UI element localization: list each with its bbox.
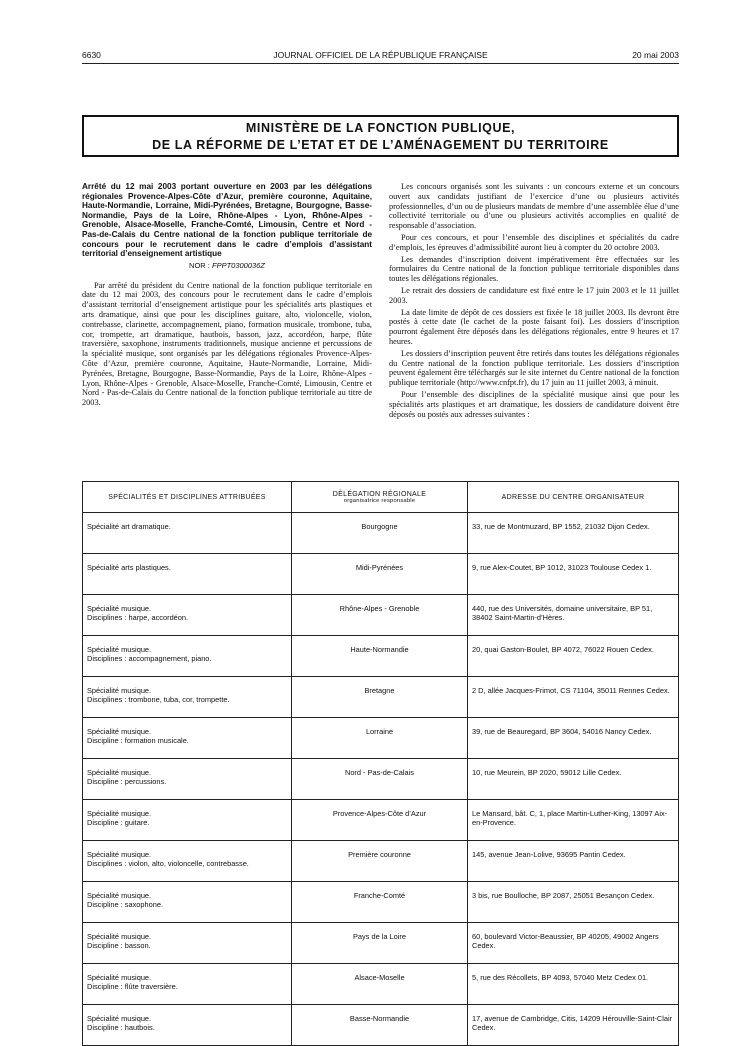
ministry-title-line1: MINISTÈRE DE LA FONCTION PUBLIQUE, [245,121,516,135]
paragraph: La date limite de dépôt de ces dossiers est fixée le 18 juillet 2003. Ils devront être postés à cette date (le cachet de la poste faisant foi). Les dossiers d’inscription pourront également être déposés dans les délégations régionales, entre 9 heures et 17 heures. [389,307,679,346]
cell-adresse: 60, boulevard Victor-Beaussier, BP 40205, 49002 Angers Cedex. [468,923,679,964]
table-row [83,841,679,882]
paragraph: Le retrait des dossiers de candidature est fixé entre le 17 juin 2003 et le 11 juillet 2003. [389,285,679,305]
cell-adresse: 440, rue des Universités, domaine universitaire, BP 51, 38402 Saint-Martin-d’Hères. [468,595,679,636]
table-row [83,800,679,841]
paragraph: Pour ces concours, et pour l’ensemble des disciplines et spécialités du cadre d’emplois, les épreuves d’admissibilité auront lieu à compter du 20 octobre 2003. [389,232,679,252]
cell-adresse: 9, rue Alex-Coutet, BP 1012, 31023 Toulouse Cedex 1. [468,554,679,595]
cell-adresse: 33, rue de Montmuzard, BP 1552, 21032 Dijon Cedex. [468,513,679,554]
cell-specialite [83,923,292,964]
col-header-adresse: ADRESSE DU CENTRE ORGANISATEUR [468,482,679,513]
paragraph: Pour l’ensemble des disciplines de la spécialité musique ainsi que pour les spécialités arts plastiques et art dramatique, les dossiers de candidature doivent être déposés ou postés aux adresses suivantes : [389,389,679,419]
header-divider [82,63,679,64]
specialite-text: Spécialité musique. [87,932,152,941]
table-row [83,554,679,595]
col-header-specialites: SPÉCIALITÉS ET DISCIPLINES ATTRIBUÉES [83,482,292,513]
right-column [389,182,679,421]
table-row [83,677,679,718]
specialite-text: Spécialité musique. [87,850,152,859]
cell-delegation: Nord - Pas-de-Calais [292,759,468,800]
discipline-text: Disciplines : trombone, tuba, cor, trompette. [87,695,230,705]
specialite-text: Spécialité musique. [87,727,152,736]
table-row [83,964,679,1005]
cell-adresse: 5, rue des Récollets, BP 4093, 57040 Metz Cedex 01. [468,964,679,1005]
discipline-text: Discipline : guitare. [87,818,150,828]
ministry-box [82,115,679,157]
cell-delegation: Alsace-Moselle [292,964,468,1005]
cell-specialite [83,554,292,595]
paragraph: Les demandes d’inscription doivent impérativement être effectuées sur les formulaires du Centre national de la fonction publique territoriale disponibles dans toutes les délégations régionales. [389,254,679,284]
cell-specialite [83,882,292,923]
issue-date: 20 mai 2003 [632,50,679,60]
table-row [83,882,679,923]
table-row [83,595,679,636]
specialite-text: Spécialité musique. [87,645,152,654]
cell-delegation: Pays de la Loire [292,923,468,964]
paragraph: Les dossiers d’inscription peuvent être retirés dans toutes les délégations régionales du Centre national de la fonction publique territoriale. Les dossiers d’inscription peuvent également être téléchargés sur le site internet du Centre national de la fonction publique territoriale (http://www.cnfpt.fr), du 17 juin au 11 juillet 2003, à minuit. [389,348,679,388]
cell-specialite [83,1005,292,1046]
table-row [83,759,679,800]
discipline-text: Discipline : formation musicale. [87,736,189,746]
cell-adresse: 2 D, allée Jacques-Frimot, CS 71104, 35011 Rennes Cedex. [468,677,679,718]
cell-adresse: 17, avenue de Cambridge, Citis, 14209 Hérouville-Saint-Clair Cedex. [468,1005,679,1046]
page-number: 6630 [82,50,101,60]
col-header-delegation-sub: organisatrice responsable [343,497,416,504]
cell-specialite [83,800,292,841]
journal-title: JOURNAL OFFICIEL DE LA RÉPUBLIQUE FRANÇAISE [273,50,488,60]
table-row [83,513,679,554]
ministry-title-line2: DE LA RÉFORME DE L’ETAT ET DE L’AMÉNAGEMENT DU TERRITOIRE [152,138,609,152]
table-row [83,1005,679,1046]
cell-specialite [83,513,292,554]
discipline-text: Disciplines : accompagnement, piano. [87,654,212,664]
cell-delegation: Franche-Comté [292,882,468,923]
nor-label: NOR : [189,260,210,270]
cell-specialite [83,718,292,759]
cell-specialite [83,636,292,677]
table-row [83,636,679,677]
cell-specialite [83,964,292,1005]
arrete-body-paragraph: Par arrêté du président du Centre national de la fonction publique territoriale en date du 12 mai 2003, des concours pour le recrutement dans le cadre d’emplois d’assistant territorial d’enseignement artistique pour les spécialités arts plastiques et arts dramatique, ainsi que pour les disciplines guitare, alto, violoncelle, violon, contrebasse, clarinette, accompagnement, piano, formation musicale, trombone, tuba, cor, trompette, art dramatique, hautbois, basson, jazz, accordéon, harpe, flûte traversière, saxophone, instruments traditionnels, musique ancienne et percussions de la spécialité musique, sont organisés par les délégations régionales Provence-Alpes-Côte d’Azur, première couronne, Aquitaine, Haute-Normandie, Lorraine, Midi-Pyrénées, Bretagne, Bourgogne, Basse-Normandie, Pays de la Loire, Rhône-Alpes - Lyon, Rhône-Alpes - Grenoble, Alsace-Moselle, Franche-Comté, Limousin, Centre et Nord - Pas-de-Calais du Centre national de la fonction publique territoriale au titre de 2003. [82,280,372,408]
cell-delegation: Bourgogne [292,513,468,554]
page-header [82,50,679,64]
paragraph: Les concours organisés sont les suivants : un concours externe et un concours ouvert aux candidats justifiant de l’exercice d’une ou plusieurs activités professionnelles, d’un ou de plusieurs mandats de membre d’une assemblée élue d’une collectivité territoriale ou d’une ou plusieurs activités accomplies en qualité de responsable d’association. [389,182,679,231]
discipline-text: Discipline : basson. [87,941,151,951]
cell-delegation: Rhône-Alpes - Grenoble [292,595,468,636]
cell-specialite [83,841,292,882]
specialite-text: Spécialité musique. [87,768,152,777]
specialite-text: Spécialité musique. [87,686,152,695]
cell-adresse: 39, rue de Beauregard, BP 3604, 54016 Nancy Cedex. [468,718,679,759]
cell-delegation: Première couronne [292,841,468,882]
discipline-text: Discipline : flûte traversière. [87,982,178,992]
cell-adresse: Le Mansard, bât. C, 1, place Martin-Luther-King, 13097 Aix-en-Provence. [468,800,679,841]
discipline-text: Disciplines : violon, alto, violoncelle, contrebasse. [87,859,249,869]
specialite-text: Spécialité musique. [87,891,152,900]
col-header-delegation-main: DÉLÉGATION RÉGIONALE [332,490,427,498]
table-row [83,923,679,964]
col-header-delegation [292,482,468,513]
cell-adresse: 10, rue Meurein, BP 2020, 59012 Lille Cedex. [468,759,679,800]
table-header-row [83,482,679,513]
cell-specialite [83,759,292,800]
specialite-text: Spécialité musique. [87,1014,152,1023]
cell-adresse: 145, avenue Jean-Lolive, 93695 Pantin Cedex. [468,841,679,882]
cell-delegation: Midi-Pyrénées [292,554,468,595]
cell-delegation: Lorraine [292,718,468,759]
specialite-text: Spécialité musique. [87,973,152,982]
cell-specialite [83,677,292,718]
specialite-text: Spécialité musique. [87,604,152,613]
specialite-text: Spécialité musique. [87,809,152,818]
delegations-table [82,481,679,1046]
cell-adresse: 20, quai Gaston-Boulet, BP 4072, 76022 Rouen Cedex. [468,636,679,677]
left-column [82,182,372,410]
cell-adresse: 3 bis, rue Boulloche, BP 2087, 25051 Besançon Cedex. [468,882,679,923]
cell-specialite [83,595,292,636]
nor-reference [82,261,372,271]
table-row [83,718,679,759]
specialite-text: Spécialité arts plastiques. [87,563,171,572]
cell-delegation: Basse-Normandie [292,1005,468,1046]
cell-delegation: Provence-Alpes-Côte d’Azur [292,800,468,841]
specialite-text: Spécialité art dramatique. [87,522,171,531]
discipline-text: Discipline : percussions. [87,777,167,787]
discipline-text: Discipline : hautbois. [87,1023,155,1033]
discipline-text: Discipline : saxophone. [87,900,164,910]
cell-delegation: Bretagne [292,677,468,718]
discipline-text: Disciplines : harpe, accordéon. [87,613,189,623]
arrete-title: Arrêté du 12 mai 2003 portant ouverture en 2003 par les délégations régionales Provence-Alpes-Côte d’Azur, première couronne, Aquitaine, Haute-Normandie, Lorraine, Midi-Pyrénées, Bretagne, Bourgogne, Basse-Normandie, Pays de la Loire, Rhône-Alpes - Lyon, Rhône-Alpes - Grenoble, Alsace-Moselle, Franche-Comté, Limousin, Centre et Nord - Pas-de-Calais du Centre national de la fonction publique territoriale de concours pour le recrutement dans le cadre d’emplois d’assistant territorial d’enseignement artistique [82,182,372,259]
nor-code: FPPT0300036Z [211,260,265,270]
cell-delegation: Haute-Normandie [292,636,468,677]
